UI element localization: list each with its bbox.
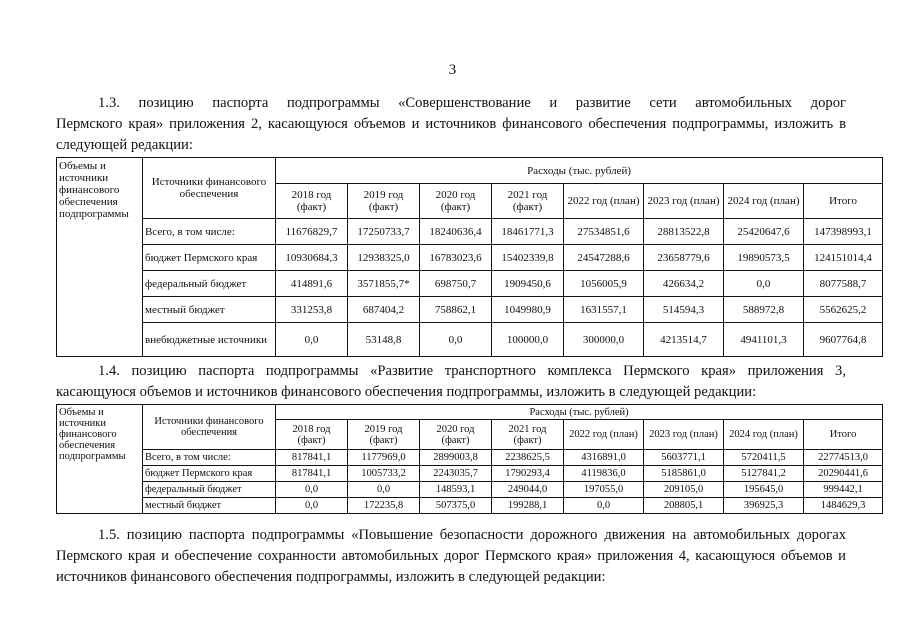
table-row bbox=[57, 271, 883, 297]
source-label: федеральный бюджет bbox=[143, 271, 276, 297]
value-cell: 0,0 bbox=[276, 498, 348, 514]
value-cell: 396925,3 bbox=[724, 498, 804, 514]
value-cell: 4119836,0 bbox=[564, 466, 644, 482]
value-cell: 15402339,8 bbox=[492, 245, 564, 271]
source-label: федеральный бюджет bbox=[143, 482, 276, 498]
value-cell: 147398993,1 bbox=[804, 219, 883, 245]
value-cell: 2899003,8 bbox=[420, 450, 492, 466]
sources-header: Источники финансового обеспечения bbox=[143, 158, 276, 219]
year-header: 2022 год (план) bbox=[564, 420, 644, 450]
paragraph-1-3: 1.3. позицию паспорта подпрограммы «Совершенствование и развитие сети автомобильных дорог Пермского края» приложения 2, касающуюся объемов и источников финансового обеспечения подпрограммы, изложить в следующей редакции: bbox=[56, 95, 846, 153]
financing-table-1 bbox=[56, 157, 883, 357]
value-cell: 2238625,5 bbox=[492, 450, 564, 466]
value-cell: 172235,8 bbox=[348, 498, 420, 514]
value-cell: 1056005,9 bbox=[564, 271, 644, 297]
value-cell: 0,0 bbox=[564, 498, 644, 514]
value-cell: 5720411,5 bbox=[724, 450, 804, 466]
year-header: 2023 год (план) bbox=[644, 184, 724, 219]
value-cell: 331253,8 bbox=[276, 297, 348, 323]
value-cell: 514594,3 bbox=[644, 297, 724, 323]
value-cell: 1049980,9 bbox=[492, 297, 564, 323]
source-label: Всего, в том числе: bbox=[143, 219, 276, 245]
expenses-header: Расходы (тыс. рублей) bbox=[276, 405, 883, 420]
table-row bbox=[57, 297, 883, 323]
year-header: 2021 год (факт) bbox=[492, 420, 564, 450]
row-header: Объемы и источники финансового обеспечения подпрограммы bbox=[57, 158, 143, 357]
year-header: 2020 год (факт) bbox=[420, 184, 492, 219]
value-cell: 4316891,0 bbox=[564, 450, 644, 466]
table-row bbox=[57, 498, 883, 514]
value-cell: 0,0 bbox=[348, 482, 420, 498]
value-cell: 18240636,4 bbox=[420, 219, 492, 245]
value-cell: 817841,1 bbox=[276, 466, 348, 482]
value-cell: 0,0 bbox=[276, 482, 348, 498]
year-header: 2022 год (план) bbox=[564, 184, 644, 219]
paragraph-1-5: 1.5. позицию паспорта подпрограммы «Повышение безопасности дорожного движения на автомобильных дорогах Пермского края и обеспечение сохранности автомобильных дорог Пермского края» приложения 4, касающуюся объемов и источников финансового обеспечения подпрограммы, изложить в следующей редакции: bbox=[56, 527, 846, 585]
financing-table-2 bbox=[56, 404, 883, 514]
source-label: бюджет Пермского края bbox=[143, 245, 276, 271]
year-header: 2020 год (факт) bbox=[420, 420, 492, 450]
value-cell: 4941101,3 bbox=[724, 323, 804, 357]
value-cell: 588972,8 bbox=[724, 297, 804, 323]
total-header: Итого bbox=[804, 420, 883, 450]
value-cell: 11676829,7 bbox=[276, 219, 348, 245]
table-row bbox=[57, 323, 883, 357]
value-cell: 507375,0 bbox=[420, 498, 492, 514]
value-cell: 3571855,7* bbox=[348, 271, 420, 297]
source-label: местный бюджет bbox=[143, 498, 276, 514]
value-cell: 817841,1 bbox=[276, 450, 348, 466]
value-cell: 24547288,6 bbox=[564, 245, 644, 271]
source-label: внебюджетные источники bbox=[143, 323, 276, 357]
value-cell: 8077588,7 bbox=[804, 271, 883, 297]
page-number: 3 bbox=[448, 62, 457, 78]
value-cell: 249044,0 bbox=[492, 482, 564, 498]
value-cell: 1177969,0 bbox=[348, 450, 420, 466]
value-cell: 19890573,5 bbox=[724, 245, 804, 271]
value-cell: 0,0 bbox=[276, 323, 348, 357]
value-cell: 698750,7 bbox=[420, 271, 492, 297]
value-cell: 10930684,3 bbox=[276, 245, 348, 271]
value-cell: 195645,0 bbox=[724, 482, 804, 498]
year-header: 2018 год (факт) bbox=[276, 420, 348, 450]
source-label: бюджет Пермского края bbox=[143, 466, 276, 482]
value-cell: 208805,1 bbox=[644, 498, 724, 514]
value-cell: 1790293,4 bbox=[492, 466, 564, 482]
year-header: 2023 год (план) bbox=[644, 420, 724, 450]
value-cell: 5562625,2 bbox=[804, 297, 883, 323]
value-cell: 758862,1 bbox=[420, 297, 492, 323]
value-cell: 100000,0 bbox=[492, 323, 564, 357]
value-cell: 999442,1 bbox=[804, 482, 883, 498]
source-label: местный бюджет bbox=[143, 297, 276, 323]
value-cell: 209105,0 bbox=[644, 482, 724, 498]
year-header: 2024 год (план) bbox=[724, 184, 804, 219]
value-cell: 5127841,2 bbox=[724, 466, 804, 482]
row-header: Объемы и источники финансового обеспечения подпрограммы bbox=[57, 405, 143, 514]
value-cell: 12938325,0 bbox=[348, 245, 420, 271]
value-cell: 0,0 bbox=[724, 271, 804, 297]
value-cell: 4213514,7 bbox=[644, 323, 724, 357]
sources-header: Источники финансового обеспечения bbox=[143, 405, 276, 450]
value-cell: 25420647,6 bbox=[724, 219, 804, 245]
value-cell: 124151014,4 bbox=[804, 245, 883, 271]
value-cell: 148593,1 bbox=[420, 482, 492, 498]
year-header: 2018 год (факт) bbox=[276, 184, 348, 219]
value-cell: 199288,1 bbox=[492, 498, 564, 514]
value-cell: 53148,8 bbox=[348, 323, 420, 357]
paragraph-1-4: 1.4. позицию паспорта подпрограммы «Развитие транспортного комплекса Пермского края» приложения 3, касающуюся объемов и источников финансового обеспечения подпрограммы, изложить в следующей редакции: bbox=[56, 363, 846, 400]
value-cell: 27534851,6 bbox=[564, 219, 644, 245]
value-cell: 16783023,6 bbox=[420, 245, 492, 271]
year-header: 2024 год (план) bbox=[724, 420, 804, 450]
value-cell: 5603771,1 bbox=[644, 450, 724, 466]
value-cell: 1484629,3 bbox=[804, 498, 883, 514]
value-cell: 0,0 bbox=[420, 323, 492, 357]
table-row bbox=[57, 219, 883, 245]
total-header: Итого bbox=[804, 184, 883, 219]
value-cell: 18461771,3 bbox=[492, 219, 564, 245]
table-row bbox=[57, 450, 883, 466]
year-header: 2019 год (факт) bbox=[348, 184, 420, 219]
value-cell: 687404,2 bbox=[348, 297, 420, 323]
value-cell: 414891,6 bbox=[276, 271, 348, 297]
value-cell: 1005733,2 bbox=[348, 466, 420, 482]
value-cell: 20290441,6 bbox=[804, 466, 883, 482]
value-cell: 2243035,7 bbox=[420, 466, 492, 482]
value-cell: 197055,0 bbox=[564, 482, 644, 498]
value-cell: 9607764,8 bbox=[804, 323, 883, 357]
value-cell: 300000,0 bbox=[564, 323, 644, 357]
value-cell: 28813522,8 bbox=[644, 219, 724, 245]
expenses-header: Расходы (тыс. рублей) bbox=[276, 158, 883, 184]
value-cell: 17250733,7 bbox=[348, 219, 420, 245]
value-cell: 5185861,0 bbox=[644, 466, 724, 482]
value-cell: 23658779,6 bbox=[644, 245, 724, 271]
value-cell: 426634,2 bbox=[644, 271, 724, 297]
value-cell: 1909450,6 bbox=[492, 271, 564, 297]
table-row bbox=[57, 482, 883, 498]
value-cell: 1631557,1 bbox=[564, 297, 644, 323]
source-label: Всего, в том числе: bbox=[143, 450, 276, 466]
value-cell: 22774513,0 bbox=[804, 450, 883, 466]
year-header: 2019 год (факт) bbox=[348, 420, 420, 450]
table-row bbox=[57, 466, 883, 482]
year-header: 2021 год (факт) bbox=[492, 184, 564, 219]
table-row bbox=[57, 245, 883, 271]
